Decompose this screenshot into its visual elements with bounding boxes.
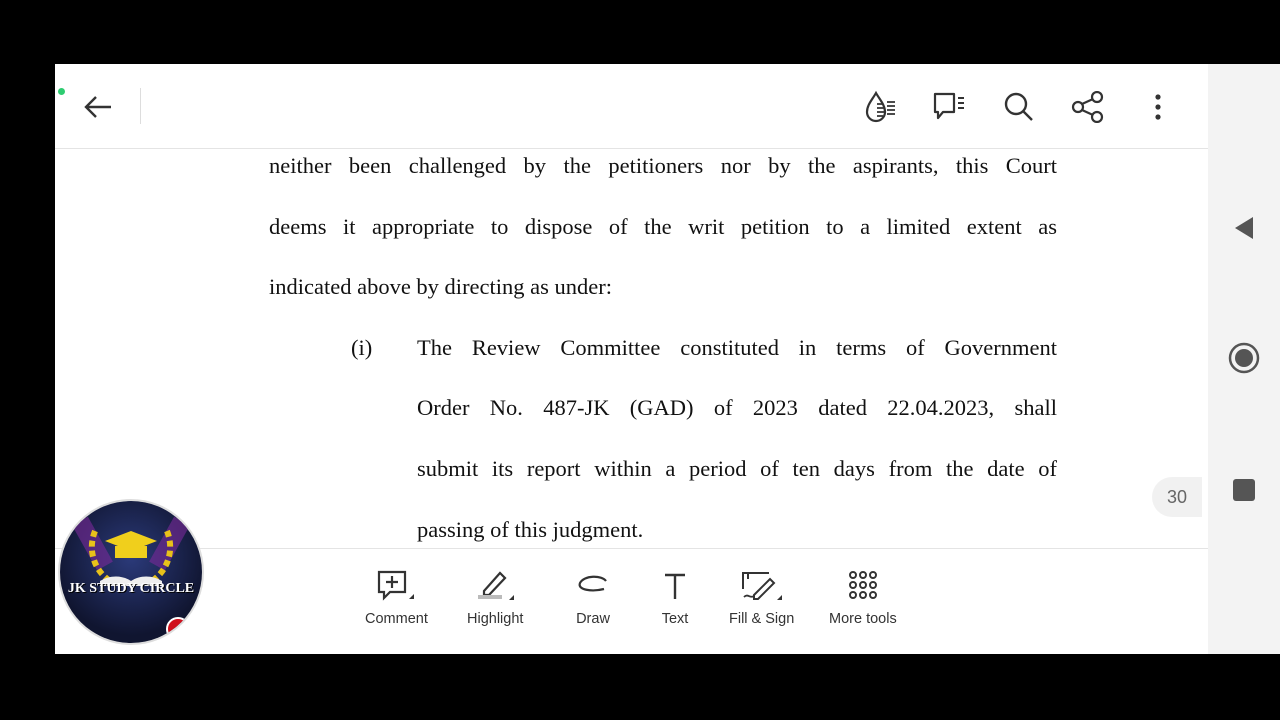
logo-text: JK STUDY CIRCLE xyxy=(67,581,195,596)
text-line: submit its report within a period of ten days from the date of xyxy=(417,456,1057,481)
tool-label: Comment xyxy=(365,611,428,627)
liquid-mode-icon xyxy=(863,90,899,124)
channel-logo xyxy=(60,501,202,643)
liquid-mode-button[interactable] xyxy=(860,86,902,128)
tool-label: Text xyxy=(661,611,689,627)
nav-back-button[interactable] xyxy=(1228,212,1260,244)
comments-list-icon xyxy=(932,91,968,123)
text-line: The Review Committee constituted in terms of Government xyxy=(417,335,1057,360)
text-line: passing of this judgment. xyxy=(417,517,644,542)
tool-label: Fill & Sign xyxy=(729,611,795,627)
record-indicator xyxy=(166,617,190,641)
text-line: neither been challenged by the petitioners nor by the aspirants, this Court xyxy=(269,153,1057,178)
highlighter-icon xyxy=(474,569,516,603)
text-line: Order No. 487-JK (GAD) of 2023 dated 22.04.2023, shall xyxy=(417,395,1057,420)
fill-sign-icon xyxy=(740,569,784,603)
more-options-button[interactable] xyxy=(1137,86,1179,128)
more-tools[interactable] xyxy=(829,569,897,627)
more-options-icon xyxy=(1154,93,1162,121)
text-icon xyxy=(660,569,690,603)
android-nav-bar xyxy=(1208,64,1280,654)
text-tool[interactable] xyxy=(660,569,690,627)
top-toolbar xyxy=(55,64,1208,149)
grid-icon xyxy=(847,569,879,603)
search-icon xyxy=(1003,91,1035,123)
tool-label: Highlight xyxy=(467,611,524,627)
triangle-back-icon xyxy=(1233,215,1255,241)
divider xyxy=(140,88,141,124)
tool-label: Draw xyxy=(576,611,610,627)
nav-recents-button[interactable] xyxy=(1228,474,1260,506)
tool-label: More tools xyxy=(829,611,897,627)
back-arrow-icon xyxy=(83,95,113,119)
fill-sign-tool[interactable] xyxy=(729,569,794,627)
draw-tool[interactable] xyxy=(576,569,610,627)
nav-home-button[interactable] xyxy=(1228,342,1260,374)
share-icon xyxy=(1071,91,1105,123)
draw-icon xyxy=(576,569,610,603)
add-comment-icon xyxy=(376,569,416,603)
text-line: indicated above by directing as under: xyxy=(269,274,613,299)
status-dot xyxy=(58,88,65,95)
highlight-tool[interactable] xyxy=(467,569,523,627)
circle-home-icon xyxy=(1228,342,1260,374)
list-marker: (i) xyxy=(351,335,373,360)
back-button[interactable] xyxy=(77,86,119,128)
comments-button[interactable] xyxy=(929,86,971,128)
search-button[interactable] xyxy=(998,86,1040,128)
share-button[interactable] xyxy=(1067,86,1109,128)
square-recents-icon xyxy=(1232,478,1256,502)
text-line: deems it appropriate to dispose of the writ petition to a limited extent as xyxy=(269,214,1057,239)
comment-tool[interactable] xyxy=(365,569,428,627)
page-number-badge[interactable]: 30 xyxy=(1152,477,1202,517)
pdf-viewer xyxy=(55,64,1208,654)
bottom-toolbar xyxy=(55,548,1208,654)
